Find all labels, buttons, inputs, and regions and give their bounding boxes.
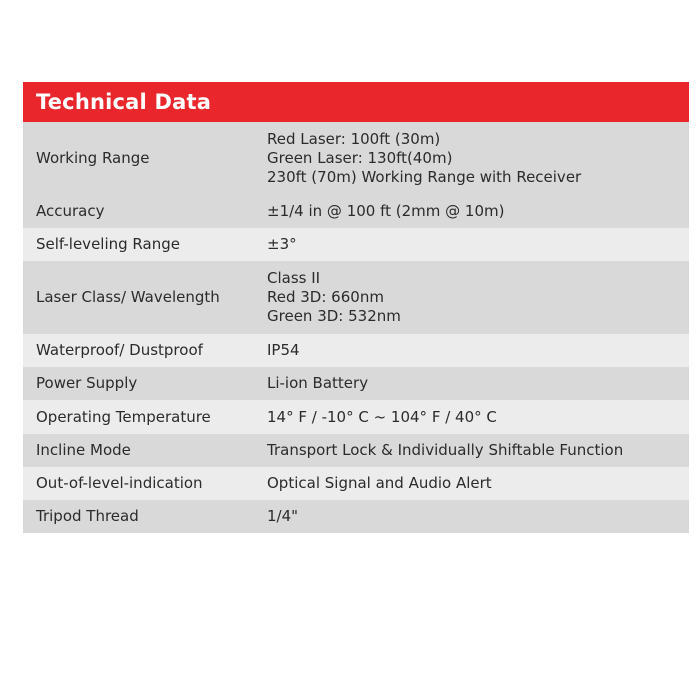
spec-row-out-of-level-indication (23, 467, 689, 500)
spec-value-line: 230ft (70m) Working Range with Receiver (267, 168, 582, 186)
spec-value-line: Green 3D: 532nm (267, 307, 401, 325)
spec-value (267, 408, 689, 427)
spec-value (267, 474, 689, 493)
spec-label: Tripod Thread (36, 507, 139, 525)
spec-value (267, 441, 689, 460)
spec-row-accuracy (23, 195, 689, 228)
spec-row-working-range (23, 122, 689, 195)
table-title: Technical Data (36, 90, 212, 114)
spec-label: Laser Class/ Wavelength (36, 288, 220, 306)
spec-value-line: 14° F / -10° C ~ 104° F / 40° C (267, 407, 497, 426)
table-header (23, 82, 689, 122)
spec-row-self-leveling-range (23, 228, 689, 261)
technical-data-table (23, 82, 689, 533)
spec-value-line: IP54 (267, 341, 300, 359)
spec-value-line: Optical Signal and Audio Alert (267, 474, 492, 492)
spec-label: Out-of-level-indication (36, 474, 203, 492)
spec-value (267, 341, 689, 360)
spec-value-line: Red 3D: 660nm (267, 288, 384, 306)
spec-value-line: ±3° (267, 235, 297, 253)
spec-label: Accuracy (36, 202, 105, 220)
spec-row-operating-temperature (23, 400, 689, 434)
spec-label: Power Supply (36, 374, 138, 392)
spec-value-line: Green Laser: 130ft(40m) (267, 149, 453, 167)
spec-row-laser-class (23, 261, 689, 334)
spec-value (267, 202, 689, 221)
spec-label: Operating Temperature (36, 407, 211, 426)
spec-label: Self-leveling Range (36, 235, 180, 253)
spec-label: Waterproof/ Dustproof (36, 341, 203, 359)
spec-row-tripod-thread (23, 500, 689, 533)
spec-value (267, 507, 689, 526)
spec-value (267, 269, 689, 326)
spec-value-line: Red Laser: 100ft (30m) (267, 130, 441, 148)
spec-row-incline-mode (23, 434, 689, 467)
spec-row-waterproof-dustproof (23, 334, 689, 367)
spec-value (267, 374, 689, 393)
spec-value (267, 235, 689, 254)
spec-value-line: Li-ion Battery (267, 374, 369, 392)
spec-label: Working Range (36, 149, 150, 167)
spec-value-line: Transport Lock & Individually Shiftable Function (267, 441, 624, 459)
spec-value-line: Class II (267, 269, 321, 287)
spec-label: Incline Mode (36, 441, 131, 459)
spec-value (267, 130, 689, 187)
spec-value-line: 1/4" (267, 507, 299, 525)
spec-value-line: ±1/4 in @ 100 ft (2mm @ 10m) (267, 202, 505, 220)
spec-row-power-supply (23, 367, 689, 400)
